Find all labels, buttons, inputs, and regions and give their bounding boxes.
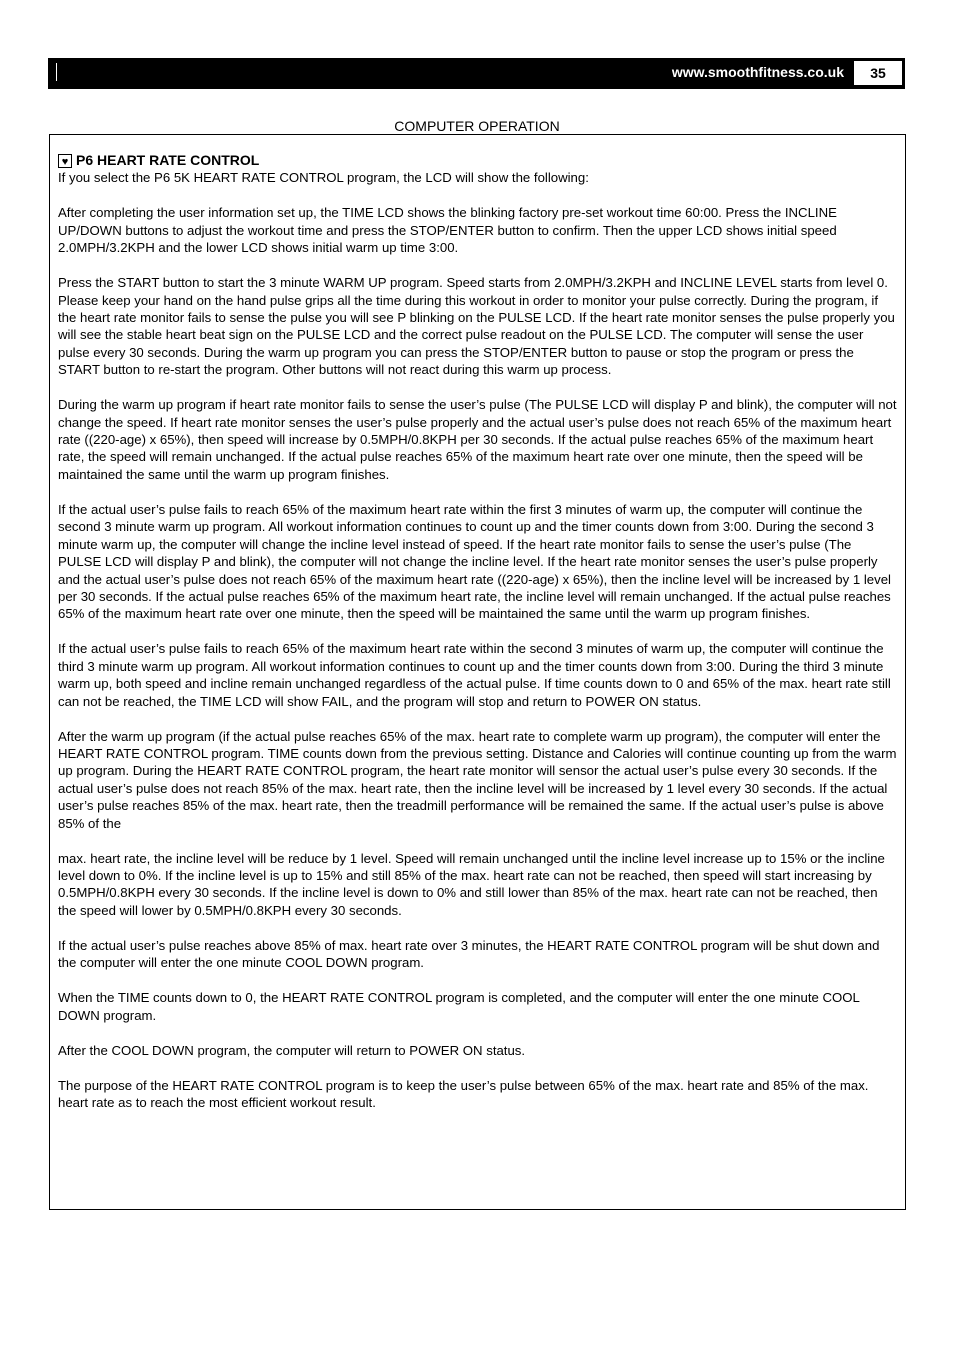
paragraph: Press the START button to start the 3 minute WARM UP program. Speed starts from 2.0MPH/3.2KPH and INCLINE LEVEL starts from level 0. Please keep your hand on the hand pulse grips all the time during this workout in order to monitor your pulse correctly. During the program, if the heart rate monitor fails to sense the pulse you will see P blinking on the PULSE LCD. If the heart rate monitor senses the pulse properly you will see the stable heart beat sign on the PULSE LCD and the correct pulse readout on the PULSE LCD. The computer will sense the user pulse every 30 seconds. During the warm up program you can press the STOP/ENTER button to pause or stop the program or press the START button to re-start the program. Other buttons will not react during this warm up process. — [58, 275, 895, 378]
paragraph: During the warm up program if heart rate monitor fails to sense the user’s pulse (The PULSE LCD will display P and blink), the computer will not change the speed. If heart rate monitor senses the user’s pulse properly and the actual user’s pulse does not reach 65% of the maximum heart rate ((220-age) x 65%), then speed will increase by 0.5MPH/0.8KPH per 30 seconds. If the actual pulse reaches 65% of the maximum heart rate, the speed will remain unchanged. If the actual pulse reaches 65% of the maximum heart rate over one minute, then the speed will be maintained the same until the warm up program finishes. — [58, 397, 897, 482]
paragraph: If the actual user’s pulse fails to reach 65% of the maximum heart rate within the second 3 minutes of warm up, the computer will continue the third 3 minute warm up program. All workout information continues to count up and the timer counts down from 3:00. During the third 3 minute warm up, both speed and incline remain unchanged regardless of the actual pulse. If time counts down to 0 and 65% of the max. heart rate still can not be reached, the TIME LCD will show FAIL, and the program will stop and return to POWER ON status. — [58, 641, 891, 709]
paragraph: If the actual user’s pulse reaches above 85% of max. heart rate over 3 minutes, the HEART RATE CONTROL program will be shut down and the computer will enter the one minute COOL DOWN program. — [58, 937, 880, 971]
program-heading: P6 HEART RATE CONTROL — [76, 152, 260, 168]
paragraph: After the COOL DOWN program, the computer will return to POWER ON status. — [58, 1042, 526, 1058]
paragraph: After completing the user information set up, the TIME LCD shows the blinking factory pre-set workout time 60:00. Press the INCLINE UP/DOWN buttons to adjust the workout time and press the STOP/ENTER button to confirm. Then the upper LCD shows initial speed 2.0MPH/3.2KPH and the lower LCD shows initial warm up time 3:00. — [58, 205, 837, 256]
website-link[interactable]: www.smoothfitness.co.uk — [671, 64, 844, 80]
program-heading-line — [58, 152, 898, 169]
program-content — [58, 152, 898, 1129]
header-divider — [56, 63, 57, 81]
paragraph: max. heart rate, the incline level will be reduce by 1 level. Speed will remain unchanged until the incline level increase up to 15% or the incline level down to 0%. If the incline level is up to 15% and still 85% of the max. heart rate can not be reached, then speed will start increasing by 0.5MPH/0.8KPH every 30 seconds. If the incline level is down to 0% and still lower than 85% of the max. heart rate can not be reached, then the speed will lower by 0.5MPH/0.8KPH every 30 seconds. — [58, 850, 885, 918]
program-intro: If you select the P6 5K HEART RATE CONTROL program, the LCD will show the following: — [58, 170, 589, 186]
page-number: 35 — [853, 60, 903, 86]
section-title: COMPUTER OPERATION — [394, 118, 560, 134]
paragraph: The purpose of the HEART RATE CONTROL program is to keep the user’s pulse between 65% of the max. heart rate and 85% of the max. heart rate as to reach the most efficient workout result. — [58, 1077, 869, 1110]
paragraph: If the actual user’s pulse fails to reach 65% of the maximum heart rate within the first 3 minutes of warm up, the computer will continue the second 3 minute warm up program. All workout information continues to count up and the timer counts down from 3:00. During the second 3 minute warm up, the computer will change the incline level instead of speed. If the heart rate monitor fails to sense the user’s pulse (The PULSE LCD will display P and blink), the computer will not change the incline level. If the heart rate monitor senses the user’s pulse properly and the actual user’s pulse does not reach 65% of the maximum heart rate ((220-age) x 65%), then the incline level will be increased by 1 level per 30 seconds. If the actual pulse reaches 65% of the maximum heart rate, the incline level will remain unchanged. If the actual pulse reaches 65% of the maximum heart rate over one minute, then the speed will be maintained the same until the warm up program finishes. — [58, 501, 891, 622]
paragraph: When the TIME counts down to 0, the HEART RATE CONTROL program is completed, and the computer will enter the one minute COOL DOWN program. — [58, 990, 860, 1023]
paragraph: After the warm up program (if the actual pulse reaches 65% of the max. heart rate to complete warm up program), the computer will enter the HEART RATE CONTROL program. TIME counts down from the previous setting. Distance and Calories will continue counting up from the warm up program. During the HEART RATE CONTROL program, the heart rate monitor will sensor the actual user’s pulse every 30 seconds. If the actual user’s pulse does not reach 85% of the max. heart rate, then the incline level will be increased by 1 level every 30 seconds. If the actual user’s pulse reaches 85% of the max. heart rate, then the treadmill performance will be remained the same. If the actual user’s pulse is above 85% of the — [58, 728, 897, 831]
heart-icon: ♥ — [58, 154, 72, 168]
